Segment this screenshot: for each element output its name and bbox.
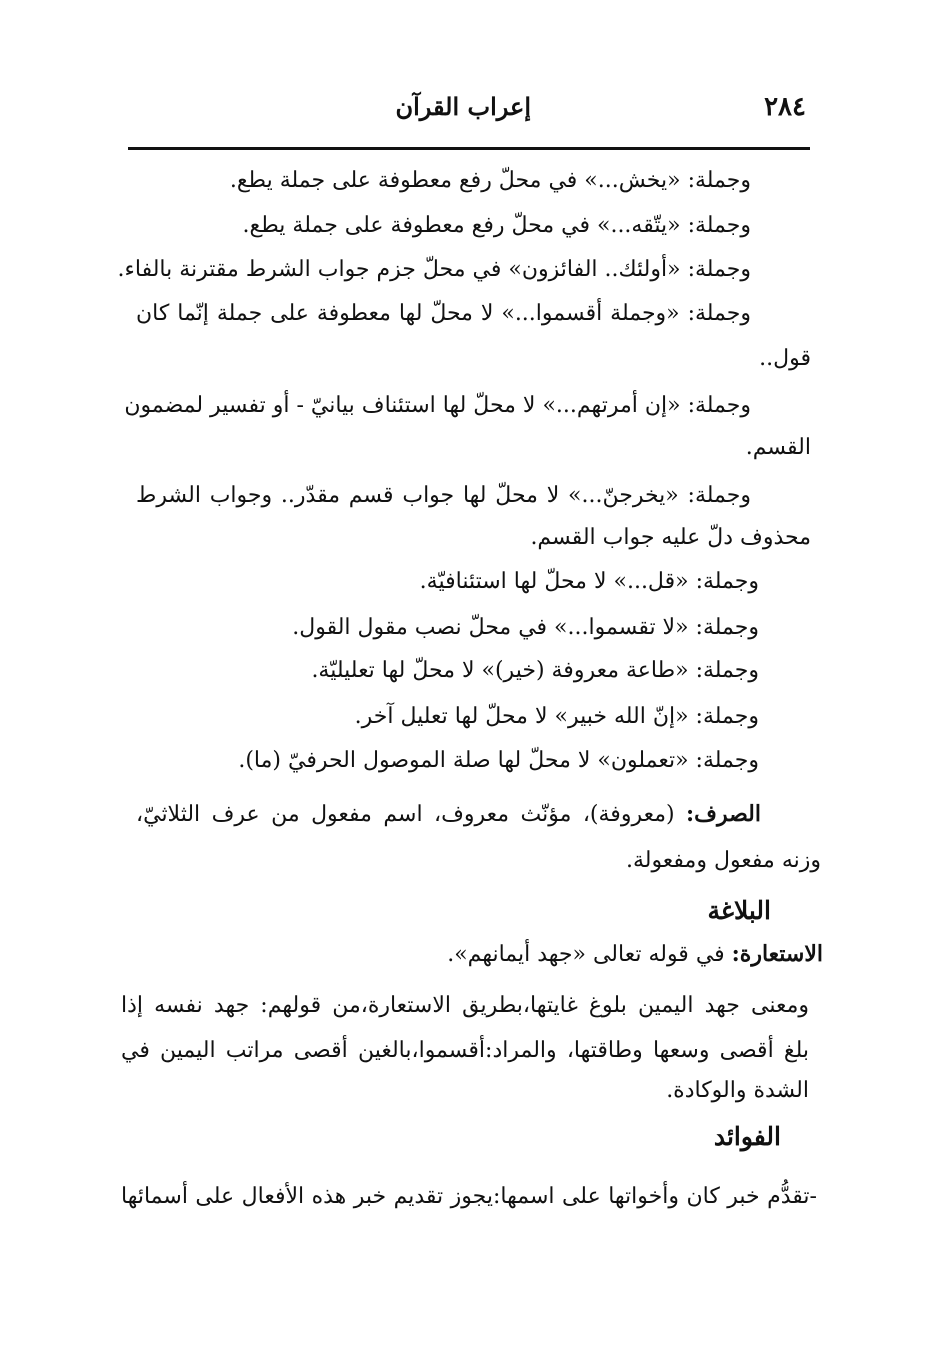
text-line: وجملة: «يخرجنّ...» لا محلّ لها جواب قسم مقدّر.. وجواب الشرط xyxy=(136,483,751,508)
sarf-text: (معروفة)، مؤنّث معروف، اسم مفعول من عرف الثلاثيّ، xyxy=(136,802,675,827)
fawaid-heading: الفوائد xyxy=(713,1122,781,1151)
fawaid-text: -تقدُّم خبر كان وأخواتها على اسمها:يجوز تقديم خبر هذه الأفعال على أسمائها xyxy=(121,1184,817,1209)
text-line: محذوف دلّ عليه جواب القسم. xyxy=(530,525,811,550)
balagha-paragraph-line: ومعنى جهد اليمين بلوغ غايتها،بطريق الاستعارة،من قولهم: جهد نفسه إذا xyxy=(121,993,809,1018)
text-line: وجملة: «قل...» لا محلّ لها استئنافيّة. xyxy=(419,569,759,594)
page-number: ٢٨٤ xyxy=(764,92,806,122)
text-line: وجملة: «يتّقه...» في محلّ رفع معطوفة على جملة يطع. xyxy=(242,213,751,238)
balagha-heading: البلاغة xyxy=(707,896,771,925)
text-line: وجملة: «وجملة أقسموا...» لا محلّ لها معطوفة على جملة إنّما كان xyxy=(136,301,751,326)
text-line: وجملة: «أولئك.. الفائزون» في محلّ جزم جواب الشرط مقترنة بالفاء. xyxy=(117,257,751,282)
sarf-label: الصرف: xyxy=(686,801,761,827)
page-header xyxy=(128,92,806,136)
text-line: وجملة: «لا تقسموا...» في محلّ نصب مقول القول. xyxy=(292,615,759,640)
istiara-label: الاستعارة: xyxy=(731,941,823,967)
text-line: قول.. xyxy=(759,346,811,371)
balagha-paragraph-line: الشدة والوكادة. xyxy=(666,1078,809,1103)
text-line: القسم. xyxy=(745,435,811,460)
text-line: وجملة: «تعملون» لا محلّ لها صلة الموصول الحرفيّ (ما). xyxy=(238,748,759,773)
text-line: وجملة: «إنّ الله خبير» لا محلّ لها تعليل آخر. xyxy=(354,704,759,729)
istiara-text: في قوله تعالى «جهد أيمانهم». xyxy=(447,942,725,967)
text-line: وجملة: «يخش...» في محلّ رفع معطوفة على جملة يطع. xyxy=(229,168,751,193)
header-rule xyxy=(128,147,810,150)
istiara-line xyxy=(447,943,823,966)
balagha-paragraph-line: بلغ أقصى وسعها وطاقتها، والمراد:أقسموا،بالغين أقصى مراتب اليمين في xyxy=(121,1038,809,1063)
sarf-line xyxy=(136,803,761,826)
text-line: وجملة: «إن أمرتهم...» لا محلّ لها استئناف بيانيّ - أو تفسير لمضمون xyxy=(124,393,751,418)
running-title: إعراب القرآن xyxy=(395,92,531,121)
text-line: وجملة: «طاعة معروفة (خير)» لا محلّ لها تعليليّة. xyxy=(311,658,759,683)
sarf-continuation: وزنه مفعول ومفعولة. xyxy=(625,848,821,873)
